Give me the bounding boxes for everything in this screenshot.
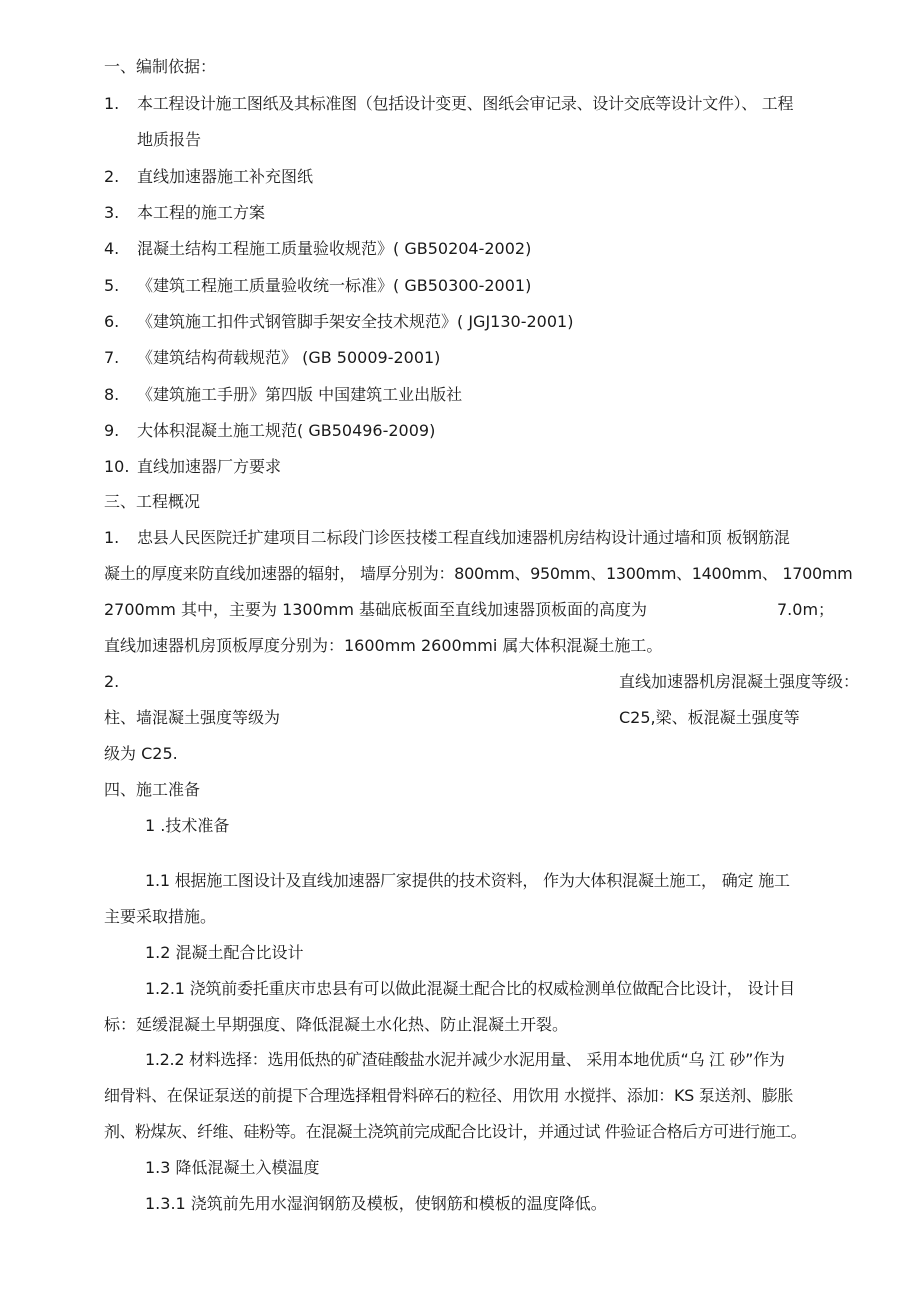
list-item-text: 本工程设计施工图纸及其标准图（包括设计变更、图纸会审记录、设计交底等设计文件）、 工程 — [137, 94, 794, 113]
list-item-number: 2. — [104, 167, 120, 186]
subsection-heading: 1 .技术准备 — [145, 816, 230, 835]
body-paragraph-line: 1.2.2 材料选择：选用低热的矿渣硅酸盐水泥并减少水泥用量、 采用本地优质“乌 江 砂”作为 — [145, 1050, 785, 1069]
section-heading-basis: 一、编制依据： — [104, 57, 217, 76]
strength-grade-text: 直线加速器机房混凝土强度等级： — [619, 672, 860, 691]
list-item-number: 4. — [104, 239, 120, 258]
body-paragraph-line: 标：延缓混凝土早期强度、降低混凝土水化热、防止混凝土开裂。 — [104, 1015, 569, 1034]
body-paragraph-line: 1.1 根据施工图设计及直线加速器厂家提供的技术资料， 作为大体积混凝土施工， 确定 施工 — [145, 871, 790, 890]
list-item-number: 7. — [104, 348, 120, 367]
list-item-text: 混凝土结构工程施工质量验收规范》( GB50204-2002) — [137, 239, 532, 258]
list-item-text: 本工程的施工方案 — [137, 203, 266, 222]
section-heading-preparation: 四、施工准备 — [104, 780, 201, 799]
list-item-number: 6. — [104, 312, 120, 331]
overview-paragraph-line: 直线加速器机房顶板厚度分别为：1600mm 2600mmi 属大体积混凝土施工。 — [104, 636, 663, 655]
list-item-text: 《建筑结构荷载规范》 (GB 50009-2001) — [137, 348, 441, 367]
body-paragraph-line: 1.2.1 浇筑前委托重庆市忠县有可以做此混凝土配合比的权威检测单位做配合比设计， 设计目 — [145, 979, 795, 998]
list-item-text: 直线加速器厂方要求 — [137, 457, 282, 476]
body-paragraph-line: 细骨料、在保证泵送的前提下合理选择粗骨料碎石的粒径、用饮用 水搅拌、添加：KS 泵送剂、膨胀 — [104, 1086, 794, 1105]
list-item-text: 《建筑施工扣件式钢管脚手架安全技术规范》( JGJ130-2001) — [137, 312, 574, 331]
overview-paragraph-line: 忠县人民医院迁扩建项目二标段门诊医技楼工程直线加速器机房结构设计通过墙和顶 板钢筋混 — [137, 528, 790, 547]
list-item-number: 5. — [104, 276, 120, 295]
section-heading-overview: 三、工程概况 — [104, 492, 201, 511]
list-item-text: 直线加速器施工补充图纸 — [137, 167, 314, 186]
body-paragraph-line: 主要采取措施。 — [104, 907, 217, 926]
strength-grade-text: 级为 C25. — [104, 744, 178, 763]
overview-paragraph-line: 2700mm 其中，主要为 1300mm 基础底板面至直线加速器顶板面的高度为 — [104, 600, 648, 619]
list-item-number: 9. — [104, 421, 120, 440]
overview-paragraph-line: 凝土的厚度来防直线加速器的辐射， 墙厚分别为：800mm、950mm、1300mm、1400mm、 1700mm — [104, 564, 853, 583]
list-item-number: 10. — [104, 457, 130, 476]
list-item-text: 《建筑工程施工质量验收统一标准》( GB50300-2001) — [137, 276, 532, 295]
paragraph-number: 1. — [104, 528, 120, 547]
list-item-number: 3. — [104, 203, 120, 222]
body-paragraph-line: 剂、粉煤灰、纤维、硅粉等。在混凝土浇筑前完成配合比设计，并通过试 件验证合格后方可进行施工。 — [104, 1122, 807, 1141]
subsection-heading: 1.3 降低混凝土入模温度 — [145, 1158, 320, 1177]
paragraph-number: 2. — [104, 672, 120, 691]
subsection-heading: 1.2 混凝土配合比设计 — [145, 943, 304, 962]
list-item-text: 《建筑施工手册》第四版 中国建筑工业出版社 — [137, 385, 463, 404]
list-item-text: 大体积混凝土施工规范( GB50496-2009) — [137, 421, 436, 440]
strength-grade-text: 柱、墙混凝土强度等级为 — [104, 708, 281, 727]
overview-paragraph-value: 7.0m； — [777, 600, 835, 619]
list-item-number: 8. — [104, 385, 120, 404]
body-paragraph-line: 1.3.1 浇筑前先用水湿润钢筋及模板，使钢筋和模板的温度降低。 — [145, 1194, 607, 1213]
list-item-number: 1. — [104, 94, 120, 113]
list-item-text: 地质报告 — [137, 130, 202, 149]
strength-grade-text: C25,梁、板混凝土强度等 — [619, 708, 800, 727]
